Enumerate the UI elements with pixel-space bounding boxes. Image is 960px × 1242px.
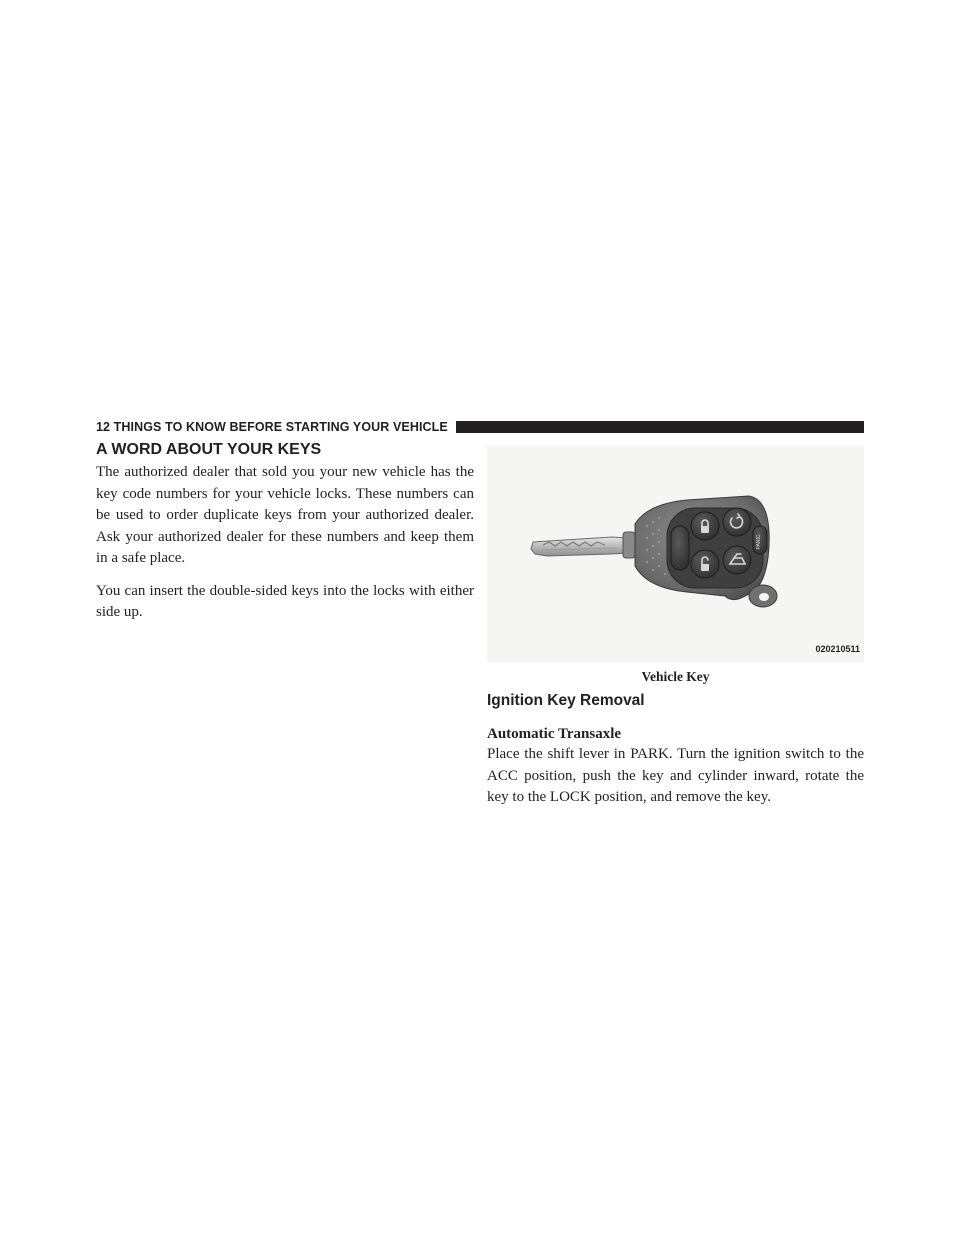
vehicle-key-illustration bbox=[487, 446, 864, 662]
figure-caption: Vehicle Key bbox=[641, 669, 710, 684]
header-rule bbox=[456, 421, 864, 433]
figure-code: 020210511 bbox=[815, 644, 860, 654]
keys-paragraph-1: The authorized dealer that sold you your new vehicle has the key code numbers for your vehicle locks. These numbers can be used to order duplicate keys from your authorized dealer. Ask your authorized dealer for these numbers and keep them in a safe place. bbox=[96, 464, 474, 566]
ignition-section-title: Ignition Key Removal bbox=[487, 692, 645, 709]
vehicle-key-figure bbox=[487, 446, 864, 662]
running-header bbox=[96, 418, 864, 436]
ignition-subtitle: Automatic Transaxle bbox=[487, 726, 622, 742]
panic-button-label: PANIC bbox=[756, 534, 762, 550]
right-column bbox=[487, 446, 864, 809]
page-header-text: 12 THINGS TO KNOW BEFORE STARTING YOUR VEHICLE bbox=[96, 420, 448, 434]
keys-section-title: A WORD ABOUT YOUR KEYS bbox=[96, 441, 322, 458]
left-column bbox=[96, 440, 474, 624]
keys-paragraph-2: You can insert the double-sided keys into the locks with either side up. bbox=[96, 582, 474, 620]
ignition-paragraph: Place the shift lever in PARK. Turn the ignition switch to the ACC position, push the key and cylinder inward, rotate the key to the LOCK position, and remove the key. bbox=[487, 746, 864, 805]
